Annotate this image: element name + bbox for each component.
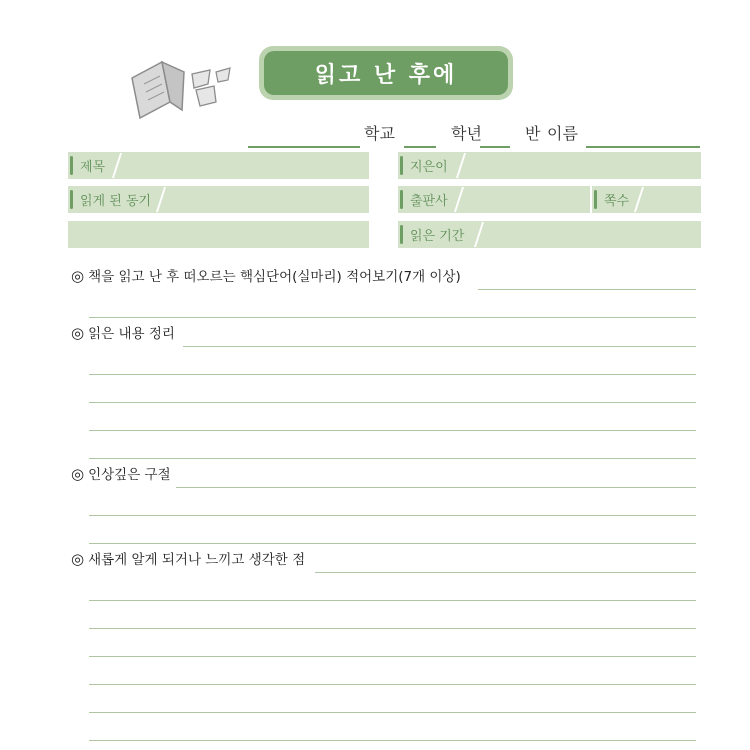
title-banner bbox=[259, 46, 513, 100]
class-field[interactable] bbox=[480, 126, 510, 148]
section-text: 책을 읽고 난 후 떠오르는 핵심단어(실마리) 적어보기(7개 이상) bbox=[88, 269, 461, 285]
period-label: 읽은 기간 bbox=[398, 221, 464, 248]
section-heading-quote bbox=[71, 463, 171, 483]
name-label: 이름 bbox=[547, 124, 578, 143]
section-heading-summary bbox=[71, 322, 175, 342]
title-field[interactable] bbox=[68, 152, 369, 179]
separator bbox=[112, 153, 122, 178]
separator bbox=[474, 222, 484, 247]
bullet-icon: ◎ bbox=[71, 550, 85, 568]
write-line[interactable] bbox=[89, 656, 696, 657]
write-line[interactable] bbox=[89, 543, 696, 544]
separator bbox=[634, 187, 644, 212]
write-line[interactable] bbox=[89, 515, 696, 516]
school-field[interactable] bbox=[248, 126, 360, 148]
pages-label: 쪽수 bbox=[592, 186, 629, 213]
name-field[interactable] bbox=[586, 126, 700, 148]
write-line[interactable] bbox=[89, 684, 696, 685]
pages-field[interactable] bbox=[592, 186, 701, 213]
bullet-icon: ◎ bbox=[71, 267, 85, 285]
write-line[interactable] bbox=[183, 346, 696, 347]
write-line[interactable] bbox=[89, 374, 696, 375]
period-field[interactable] bbox=[398, 221, 701, 248]
write-line[interactable] bbox=[176, 487, 696, 488]
class-label: 반 bbox=[525, 124, 541, 143]
write-line[interactable] bbox=[89, 628, 696, 629]
page-title: 읽고 난 후에 bbox=[264, 51, 508, 95]
student-info-row bbox=[248, 124, 702, 148]
section-text: 새롭게 알게 되거나 느끼고 생각한 점 bbox=[88, 552, 306, 568]
write-line[interactable] bbox=[89, 712, 696, 713]
separator bbox=[156, 187, 166, 212]
motive-field[interactable] bbox=[68, 186, 369, 213]
write-line[interactable] bbox=[89, 317, 696, 318]
author-label: 지은이 bbox=[398, 152, 448, 179]
write-line[interactable] bbox=[89, 600, 696, 601]
write-line[interactable] bbox=[478, 289, 696, 290]
bullet-icon: ◎ bbox=[71, 324, 85, 342]
write-line[interactable] bbox=[89, 402, 696, 403]
grade-field[interactable] bbox=[404, 126, 436, 148]
write-line[interactable] bbox=[89, 458, 696, 459]
separator bbox=[456, 153, 466, 178]
separator bbox=[454, 187, 464, 212]
grade-label: 학년 bbox=[451, 124, 482, 143]
publisher-label: 출판사 bbox=[398, 186, 448, 213]
publisher-field[interactable] bbox=[398, 186, 590, 213]
motive-label: 읽게 된 동기 bbox=[68, 186, 151, 213]
section-text: 인상깊은 구절 bbox=[88, 467, 171, 483]
write-line[interactable] bbox=[315, 572, 696, 573]
blank-field[interactable] bbox=[68, 221, 369, 248]
book-icon bbox=[122, 50, 237, 120]
title-label: 제목 bbox=[68, 152, 105, 179]
bullet-icon: ◎ bbox=[71, 465, 85, 483]
write-line[interactable] bbox=[89, 740, 696, 741]
section-heading-thoughts bbox=[71, 548, 305, 568]
section-text: 읽은 내용 정리 bbox=[88, 326, 175, 342]
section-heading-keywords bbox=[71, 265, 461, 285]
school-label: 학교 bbox=[364, 124, 395, 143]
author-field[interactable] bbox=[398, 152, 701, 179]
write-line[interactable] bbox=[89, 430, 696, 431]
